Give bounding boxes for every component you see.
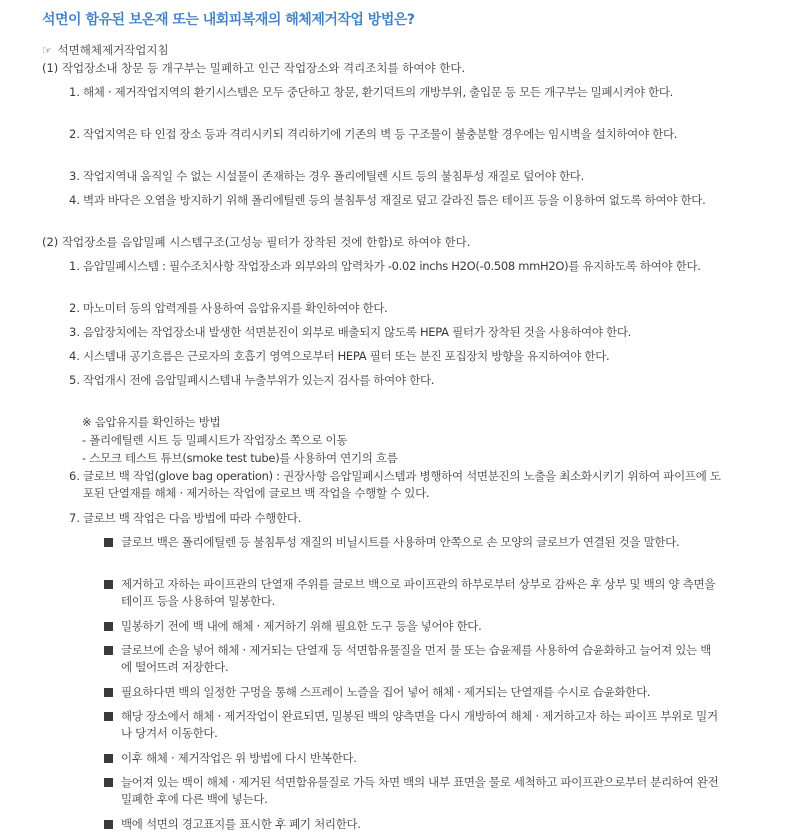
item-text: 해체 · 제거작업지역의 환기시스템은 모두 중단하고 창문, 환기덕트의 개방부위, 출입문 등 모든 개구부는 밀폐시켜야 한다. (83, 85, 674, 99)
item-number: 4. (69, 349, 80, 363)
section-1-heading: (1) 작업장소내 창문 등 개구부는 밀폐하고 인근 작업장소와 격리조치를 하여야 한다. (42, 61, 466, 75)
item-text: 글로브 백 작업은 다음 방법에 따라 수행한다. (83, 511, 302, 525)
note-line: - 폴리에틸렌 시트 등 밀폐시트가 작업장소 쪽으로 이동 (82, 433, 348, 447)
item-number: 2. (69, 127, 80, 141)
square-bullet-icon (104, 538, 113, 547)
item-text: 마노미터 등의 압력계를 사용하여 음압유지를 확인하여야 한다. (83, 301, 388, 315)
item-text: 음압장치에는 작업장소내 발생한 석면분진이 외부로 배출되지 않도록 HEPA 필터가 장착된 것을 사용하여야 한다. (83, 325, 631, 339)
square-bullet-icon (104, 580, 113, 589)
square-bullet-icon (104, 688, 113, 697)
section-2-heading: (2) 작업장소를 음압밀폐 시스템구조(고성능 필터가 장착된 것에 한함)로 하여야 한다. (42, 235, 471, 249)
square-bullet-icon (104, 778, 113, 787)
bullet-text: 해당 장소에서 해체 · 제거작업이 완료되면, 밀봉된 백의 양측면을 다시 개방하여 해체 · 제거하고자 하는 파이프 부위로 밀거나 당겨서 이동한다. (121, 709, 718, 740)
item-number: 4. (69, 193, 80, 207)
item-text: 글로브 백 작업(glove bag operation) : 권장사항 음압밀폐시스템과 병행하여 석면분진의 노출을 최소화시키기 위하여 파이프에 도포된 단열재를 해체 · 제거하는 작업에 글로브 백 작업을 수행할 수 있다. (83, 469, 721, 500)
item-number: 7. (69, 511, 80, 525)
item-number: 1. (69, 259, 80, 273)
guide-heading (42, 42, 169, 58)
item-number: 1. (69, 85, 80, 99)
note-title: ※ 음압유지를 확인하는 방법 (82, 415, 221, 429)
bullet-text: 늘어져 있는 백이 해체 · 제거된 석면함유물질로 가득 차면 백의 내부 표면을 물로 세척하고 파이프관으로부터 분리하여 완전 밀폐한 후에 다른 백에 넣는다. (121, 775, 719, 806)
item-number: 2. (69, 301, 80, 315)
item-text: 작업지역은 타 인접 장소 등과 격리시키되 격리하기에 기존의 벽 등 구조물이 불충분할 경우에는 임시벽을 설치하여야 한다. (83, 127, 678, 141)
page-title: 석면이 함유된 보온재 또는 내회피복재의 해체제거작업 방법은? (42, 12, 415, 28)
item-text: 시스템내 공기흐름은 근로자의 호흡기 영역으로부터 HEPA 필터 또는 분진 포집장치 방향을 유지하여야 한다. (83, 349, 610, 363)
item-text: 작업개시 전에 음압밀폐시스템내 누출부위가 있는지 검사를 하여야 한다. (83, 373, 435, 387)
note-line: - 스모크 테스트 튜브(smoke test tube)를 사용하여 연기의 흐름 (82, 451, 398, 465)
item-number: 3. (69, 325, 80, 339)
pointing-hand-icon: ☞ (42, 44, 52, 57)
bullet-text: 글로브 백은 폴리에틸렌 등 불침투성 재질의 비닐시트를 사용하며 안쪽으로 손 모양의 글로브가 연결된 것을 말한다. (121, 535, 680, 549)
item-number: 5. (69, 373, 80, 387)
bullet-text: 제거하고 자하는 파이프관의 단열재 주위를 글로브 백으로 파이프관의 하부로부터 상부로 감싸은 후 상부 및 백의 양 측면을 테이프 등을 사용하여 밀봉한다. (121, 577, 716, 608)
bullet-text: 백에 석면의 경고표지를 표시한 후 폐기 처리한다. (121, 817, 361, 831)
bullet-text: 이후 해체 · 제거작업은 위 방법에 다시 반복한다. (121, 751, 357, 765)
item-text: 음압밀폐시스템 : 필수조치사항 작업장소과 외부와의 압력차가 -0.02 inchs H2O(-0.508 mmH2O)를 유지하도록 하여야 한다. (83, 259, 701, 273)
item-text: 벽과 바닥은 오염을 방지하기 위해 폴리에틸렌 등의 불침투성 재질로 덮고 갈라진 틈은 테이프 등을 이용하여 없도록 하여야 한다. (83, 193, 706, 207)
item-text: 작업지역내 움직일 수 없는 시설물이 존재하는 경우 폴리에틸렌 시트 등의 불침투성 재질로 덮어야 한다. (83, 169, 584, 183)
square-bullet-icon (104, 712, 113, 721)
bullet-text: 밀봉하기 전에 백 내에 해체 · 제거하기 위해 필요한 도구 등을 넣어야 한다. (121, 619, 482, 633)
bullet-text: 필요하다면 백의 일정한 구멍을 통해 스프레이 노즐을 집어 넣어 해체 · 제거되는 단열재를 수시로 습윤화한다. (121, 685, 651, 699)
square-bullet-icon (104, 820, 113, 829)
item-number: 6. (69, 469, 80, 483)
item-number: 3. (69, 169, 80, 183)
guide-heading-label: 석면해체제거작업지침 (57, 43, 169, 57)
square-bullet-icon (104, 622, 113, 631)
square-bullet-icon (104, 754, 113, 763)
square-bullet-icon (104, 646, 113, 655)
bullet-text: 글로브에 손을 넣어 해체 · 제거되는 단열재 등 석면함유물질을 먼저 물 또는 습윤제를 사용하여 습윤화하고 늘어져 있는 백에 떨어뜨려 저장한다. (121, 643, 712, 674)
